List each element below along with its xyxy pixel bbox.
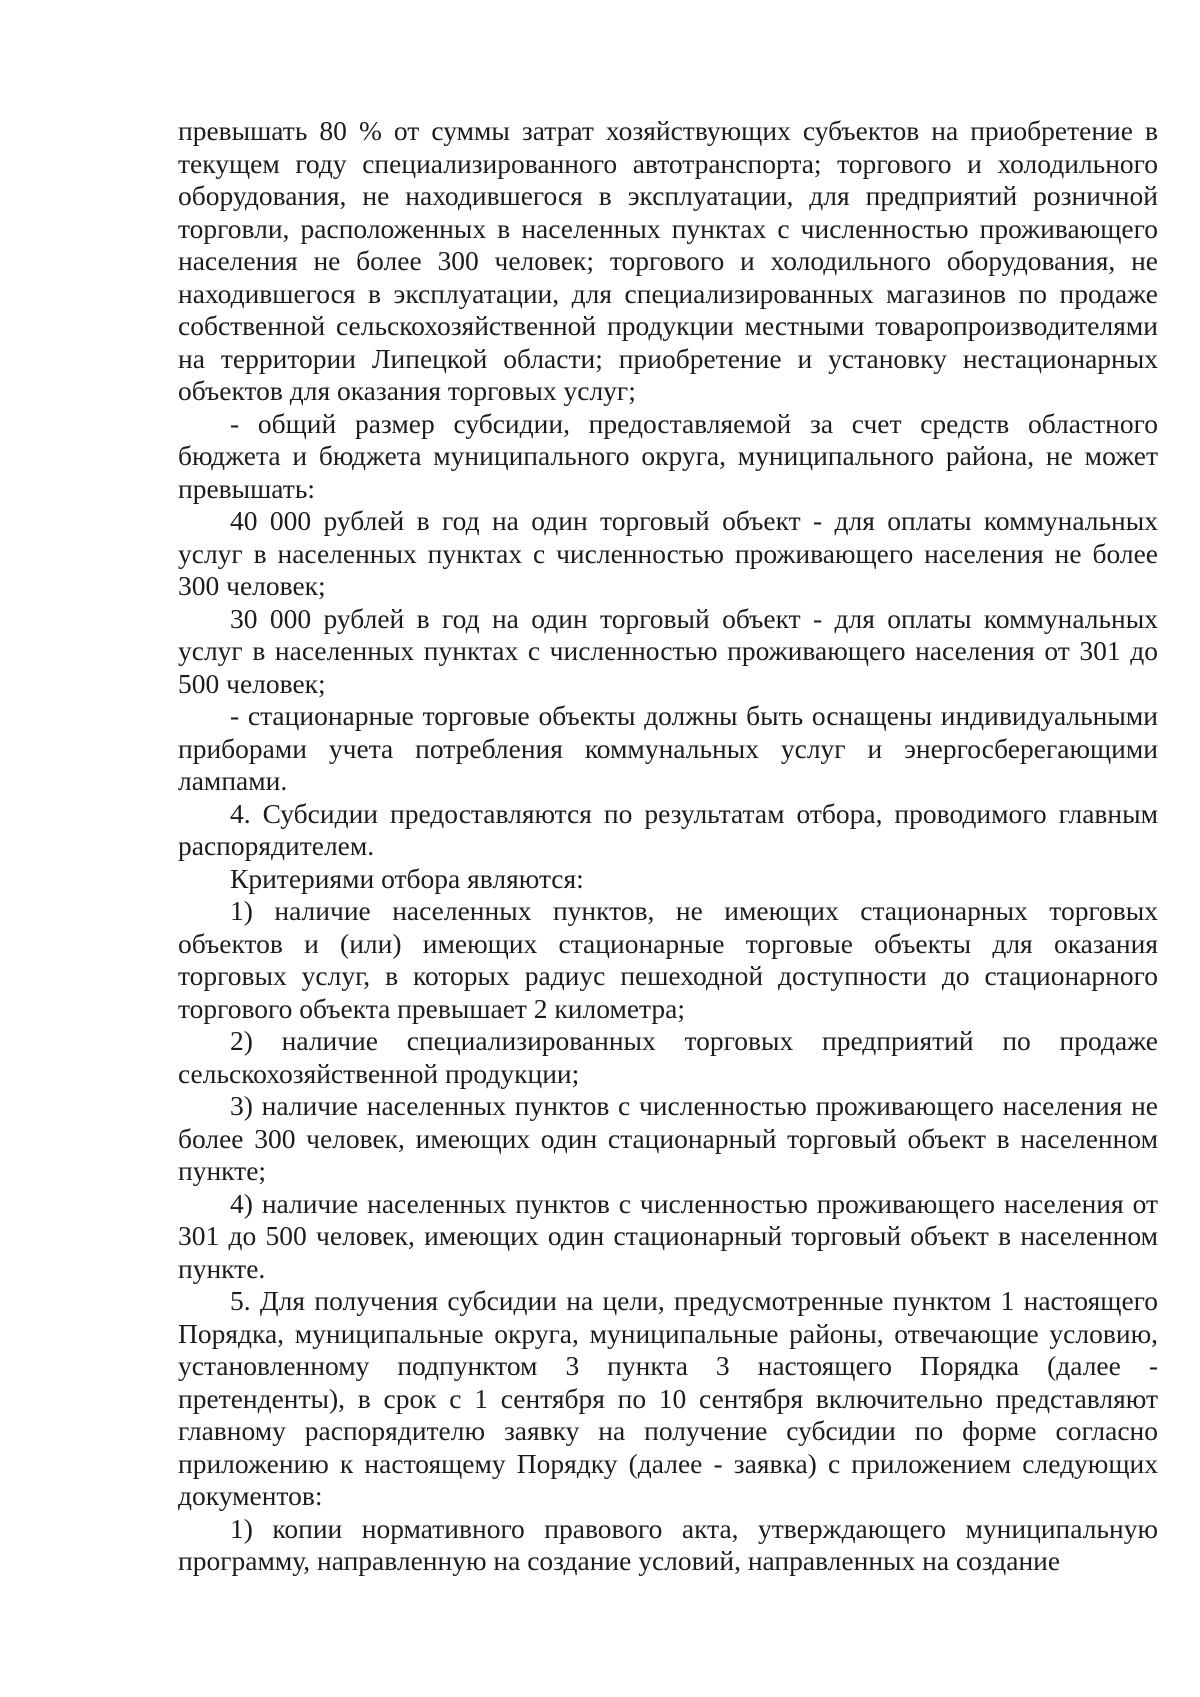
paragraph-40000: 40 000 рублей в год на один торговый объект - для оплаты коммунальных услуг в населенных пунктах с численностью проживающего населения не более 300 человек; [178,505,1158,601]
paragraph-30000: 30 000 рублей в год на один торговый объект - для оплаты коммунальных услуг в населенных пунктах с численностью проживающего населения от 301 до 500 человек; [178,602,1158,699]
paragraph-section-5: 5. Для получения субсидии на цели, предусмотренные пунктом 1 настоящего Порядка, муниципальные округа, муниципальные районы, отвечающие условию, установленному подпунктом 3 пункта 3 настоящего Порядка (далее - претенденты), в срок с 1 сентября по 10 сентября включительно представляют главному распорядителю заявку на получение субсидии по форме согласно приложению к настоящему Порядку (далее - заявка) с приложением следующих документов: [178,1285,1158,1511]
paragraph-criteria-heading: Критериями отбора являются: [230,862,584,894]
paragraph-criterion-4: 4) наличие населенных пунктов с численностью проживающего населения от 301 до 500 человек, имеющих один стационарный торговый объект в населенном пункте. [178,1187,1158,1284]
paragraph-section-4: 4. Субсидии предоставляются по результатам отбора, проводимого главным распорядителем. [178,797,1158,861]
paragraph-continuation: превышать 80 % от суммы затрат хозяйствующих субъектов на приобретение в текущем году специализированного автотранспорта; торгового и холодильного оборудования, не находившегося в эксплуатации, для предприятий розничной торговли, расположенных в населенных пунктах с численностью проживающего населения не более 300 человек; торгового и холодильного оборудования, не находившегося в эксплуатации, для специализированных магазинов по продаже собственной сельскохозяйственной продукции местными товаропроизводителями на территории Липецкой области; приобретение и установку нестационарных объектов для оказания торговых услуг; [178,115,1158,406]
paragraph-subsidy-limit: - общий размер субсидии, предоставляемой за счет средств областного бюджета и бюджета муниципального округа, муниципального района, не может превышать: [178,407,1158,504]
paragraph-document-1: 1) копии нормативного правового акта, утверждающего муниципальную программу, направленную на создание условий, направленных на создание [178,1512,1158,1576]
paragraph-criterion-3: 3) наличие населенных пунктов с численностью проживающего населения не более 300 человек, имеющих один стационарный торговый объект в населенном пункте; [178,1090,1158,1186]
paragraph-criterion-2: 2) наличие специализированных торговых предприятий по продаже сельскохозяйственной продукции; [178,1025,1158,1089]
paragraph-stationary-objects: - стационарные торговые объекты должны быть оснащены индивидуальными приборами учета потребления коммунальных услуг и энергосберегающими лампами. [178,700,1158,796]
document-body [178,115,1158,1578]
paragraph-criterion-1: 1) наличие населенных пунктов, не имеющих стационарных торговых объектов и (или) имеющих стационарные торговые объекты для оказания торговых услуг, в которых радиус пешеходной доступности до стационарного торгового объекта превышает 2 километра; [178,895,1158,1024]
